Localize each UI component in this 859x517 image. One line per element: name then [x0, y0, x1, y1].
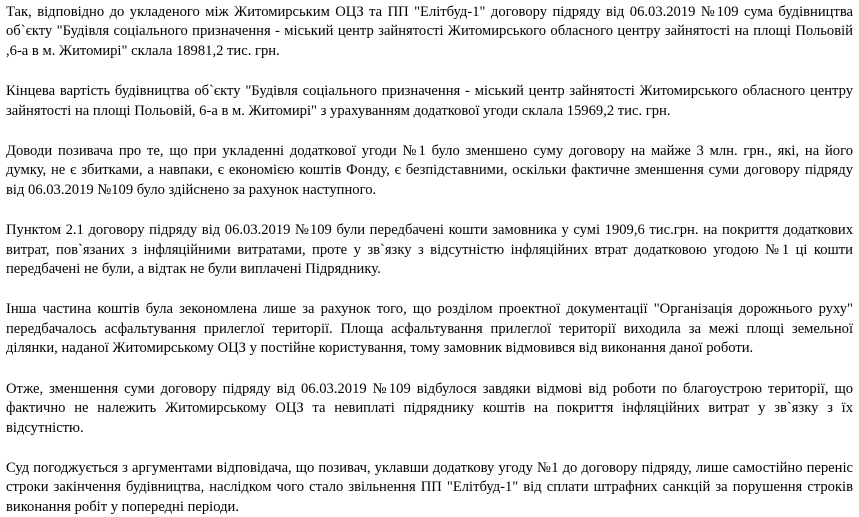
text-line: передбачалось асфальтування прилеглої території. Площа асфальтування прилеглої території виходила за межі площі земельної — [6, 320, 853, 337]
text-line: Доводи позивача про те, що при укладенні додаткової угоди №1 було зменшено суму договору на майже 3 млн. грн., які, на його — [6, 143, 853, 160]
text-line: від 06.03.2019 №109 було здійснено за рахунок наступного. — [6, 181, 377, 198]
text-line: ділянки, наданої Житомирському ОЦЗ у постійне користування, тому замовник відмовився від виконання даної роботи. — [6, 340, 754, 357]
text-line: відсутністю. — [6, 419, 84, 436]
text-line: Так, відповідно до укладеного між Житомирським ОЦЗ та ПП "Елітбуд-1" договору підряду від 06.03.2019 №109 сума будівництва — [6, 4, 853, 20]
paragraph-6 — [6, 380, 853, 438]
text-line: виконання робіт у попередні періоди. — [6, 498, 239, 515]
text-line: Кінцева вартість будівництва об`єкту "Будівля соціального призначення - міський центр зайнятості Житомирського обласного центру — [6, 83, 853, 100]
text-line: Інша частина коштів була зекономлена лише за рахунок того, що розділом проектної документації "Організація дорожнього руху" — [6, 301, 853, 318]
text-line: Отже, зменшення суми договору підряду від 06.03.2019 №109 відбулося завдяки відмові від роботи по благоустрою території, що — [6, 380, 853, 397]
text-line: строки закінчення будівництва, наслідком чого стало звільнення ПП "Елітбуд-1" від сплати штрафних санкцій за порушення строків — [6, 479, 853, 496]
text-line: ,6-а в м. Житомирі" склала 18981,2 тис. грн. — [6, 42, 280, 59]
text-line: Суд погоджується з аргументами відповідача, що позивач, уклавши додаткову угоду №1 до договору підряду, лише самостійно переніс — [6, 459, 853, 476]
text-line: фактично не належить Житомирському ОЦЗ та невиплаті підряднику коштів на покриття інфляційних витрат у зв`язку з їх — [6, 400, 853, 417]
paragraph-1 — [6, 3, 853, 61]
paragraph-4 — [6, 221, 853, 279]
text-line: передбачені не були, а відтак не були виплачені Підряднику. — [6, 261, 381, 278]
paragraph-2 — [6, 82, 853, 121]
paragraph-5 — [6, 300, 853, 358]
text-line: зайнятості на площі Польовій, 6-а в м. Житомирі" з урахуванням додаткової угоди склала 15969,2 тис. грн. — [6, 102, 671, 119]
text-line: об`єкту "Будівля соціального призначення - міський центр зайнятості Житомирського обласного центру зайнятості на площі Польовій — [6, 23, 853, 40]
paragraph-3 — [6, 142, 853, 200]
text-line: думку, не є збитками, а навпаки, є економією коштів Фонду, є безпідставними, оскільки фактичне зменшення суми договору підряду — [6, 162, 853, 179]
text-line: Пунктом 2.1 договору підряду від 06.03.2019 №109 були передбачені кошти замовника у сумі 1909,6 тис.грн. на покриття додаткових — [6, 222, 853, 239]
text-line: витрат, пов`язаних з інфляційними витратами, проте у зв`язку з відсутністю інфляційних втрат додатковою угодою №1 ці кошти — [6, 241, 853, 258]
paragraph-7 — [6, 459, 853, 517]
